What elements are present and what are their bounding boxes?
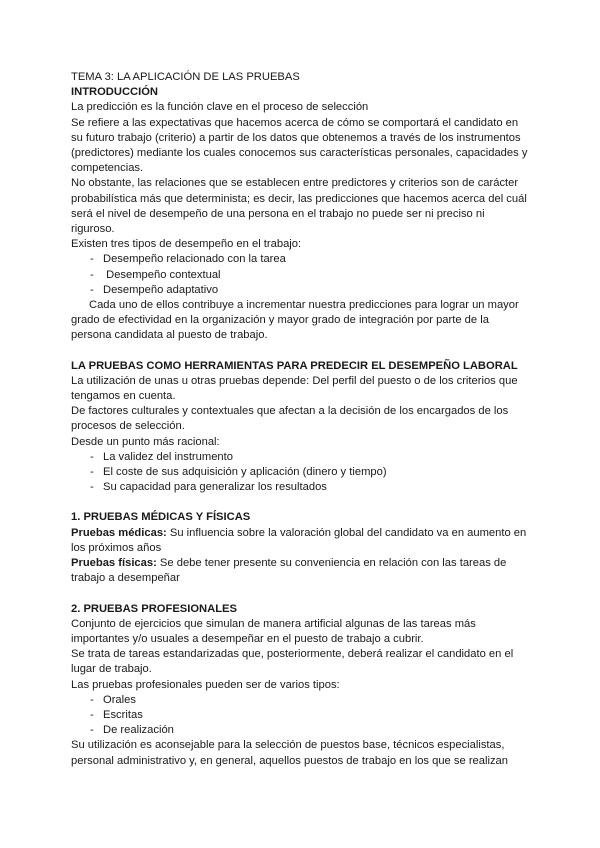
physical-text: Se debe tener presente su conveniencia en relación con las tareas de trabajo a desempeñar — [71, 557, 507, 585]
intro-heading: INTRODUCCIÓN — [71, 86, 159, 99]
list-item: - Desempeño contextual — [71, 268, 531, 283]
document-page — [71, 70, 531, 769]
intro-paragraph-3: No obstante, las relaciones que se establecen entre predictores y criterios son de carácter probabilística más que determinista; es decir, las predicciones que hacemos acerca del cuál será el nivel de desempeño de una persona en el trabajo no puede ser ni preciso ni riguroso. — [71, 177, 527, 236]
document-title: TEMA 3: LA APLICACIÓN DE LAS PRUEBAS — [71, 71, 300, 83]
list-item: - Escritas — [71, 708, 531, 723]
physical-label: Pruebas físicas: — [71, 557, 157, 570]
professional-types-list — [71, 693, 531, 739]
intro-paragraph-5: Cada uno de ellos contribuye a incrementar nuestra predicciones para lograr un mayor grado de efectividad en la organización y mayor grado de integración por parte de la persona candidata al puesto de trabajo. — [71, 299, 519, 342]
tools-paragraph-3: Desde un punto más racional: — [71, 435, 220, 448]
list-item: - De realización — [71, 723, 531, 738]
list-item: - Su capacidad para generalizar los resultados — [71, 480, 531, 495]
rational-criteria-list — [71, 450, 531, 496]
performance-types-list — [71, 252, 531, 298]
professional-paragraph-3: Las pruebas profesionales pueden ser de varios tipos: — [71, 678, 340, 691]
medical-label: Pruebas médicas: — [71, 526, 167, 539]
professional-paragraph-1: Conjunto de ejercicios que simulan de manera artificial algunas de las tareas más importantes y/o usuales a desempeñar en el puesto de trabajo a cubrir. — [71, 617, 476, 645]
medical-paragraph — [71, 526, 531, 556]
tools-paragraph-2: De factores culturales y contextuales que afectan a la decisión de los encargados de los procesos de selección. — [71, 405, 509, 433]
list-item: - La validez del instrumento — [71, 450, 531, 465]
list-item: - Orales — [71, 693, 531, 708]
tools-heading: LA PRUEBAS COMO HERRAMIENTAS PARA PREDECIR EL DESEMPEÑO LABORAL — [71, 359, 518, 372]
intro-paragraph-1: La predicción es la función clave en el proceso de selección — [71, 101, 369, 114]
medical-text: Su influencia sobre la valoración global del candidato va en aumento en los próximos años — [71, 526, 527, 554]
professional-heading: 2. PRUEBAS PROFESIONALES — [71, 602, 237, 615]
list-item: - Desempeño relacionado con la tarea — [71, 252, 531, 267]
professional-paragraph-4: Su utilización es aconsejable para la selección de puestos base, técnicos especialistas, personal administrativo y, en general, aquellos puestos de trabajo en los que se realizan — [71, 739, 508, 767]
tools-paragraph-1: La utilización de unas u otras pruebas depende: Del perfil del puesto o de los criterios que tengamos en cuenta. — [71, 374, 518, 403]
intro-paragraph-2: Se refiere a las expectativas que hacemos acerca de cómo se comportará el candidato en su futuro trabajo (criterio) a partir de los datos que obtenemos a través de los instrumentos (predictores) mediante los cuales conocemos sus características personales, capacidades y competencias. — [71, 116, 528, 175]
professional-paragraph-2: Se trata de tareas estandarizadas que, posteriormente, deberá realizar el candidato en el lugar de trabajo. — [71, 648, 514, 676]
medical-heading: 1. PRUEBAS MÉDICAS Y FÍSICAS — [71, 511, 251, 524]
intro-paragraph-4: Existen tres tipos de desempeño en el trabajo: — [71, 238, 302, 251]
physical-paragraph — [71, 556, 531, 586]
list-item: - El coste de sus adquisición y aplicación (dinero y tiempo) — [71, 465, 531, 480]
list-item: - Desempeño adaptativo — [71, 283, 531, 298]
